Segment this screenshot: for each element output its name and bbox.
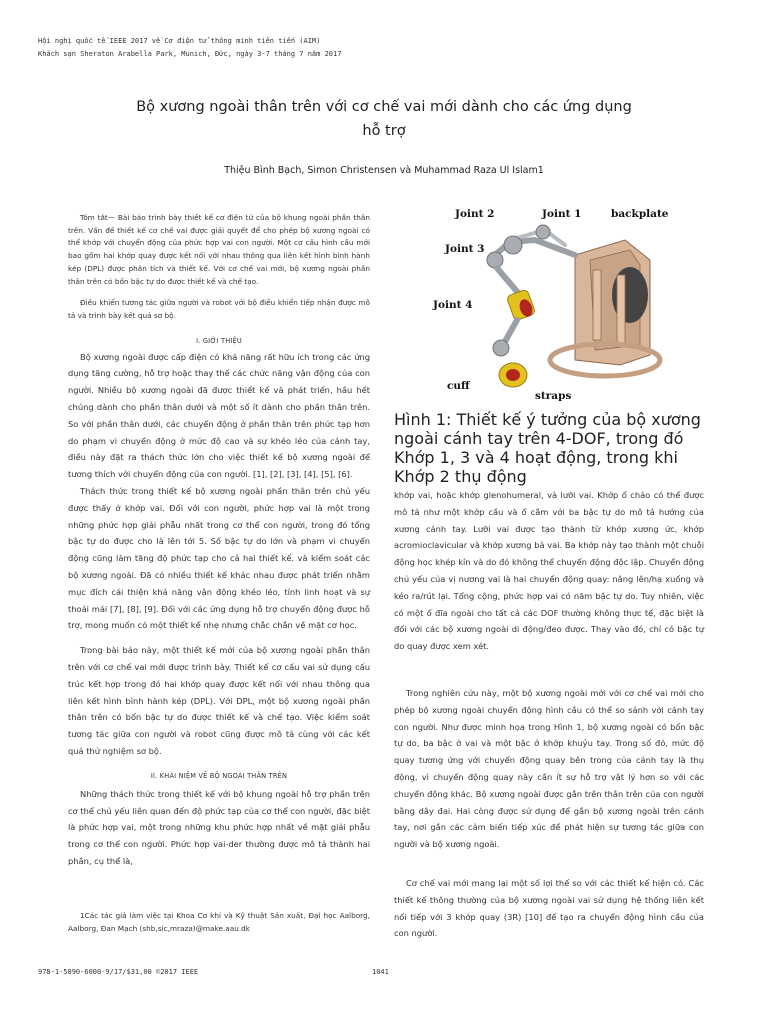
concept-paragraph-1: Những thách thức trong thiết kế với bộ khung ngoài hỗ trợ phần trên cơ thể chủ yếu liên quan đến độ phức tạp của cơ thể con người, đặc biệt là phức hợp vai, một trong những khu phức hợp nhất về mặt giải phẫu trong cơ thể con người. Phức hợp vai-der thường được mô tả thành hai phần, cụ thể là, bbox=[68, 788, 370, 866]
exoskeleton-figure bbox=[425, 200, 675, 403]
section-heading-introduction: I. GIỚI THIỆU bbox=[196, 336, 242, 345]
paper-title-line1: Bộ xương ngoài thân trên với cơ chế vai mới dành cho các ứng dụng bbox=[136, 99, 632, 115]
footer-isbn: 978-1-5090-6000-9/17/$31,00 ©2017 IEEE bbox=[38, 968, 199, 976]
label-joint-4: Joint 4 bbox=[433, 299, 473, 311]
label-joint-2: Joint 2 bbox=[455, 208, 495, 220]
conference-header-line1: Hội nghị quốc tế IEEE 2017 về Cơ điện tử thông minh tiên tiến (AIM) bbox=[38, 37, 321, 45]
paper-authors: Thiệu Bình Bạch, Simon Christensen và Muhammad Raza Ul Islam1 bbox=[224, 165, 544, 176]
label-joint-1: Joint 1 bbox=[542, 208, 582, 220]
conference-header-line2: Khách sạn Sheraton Arabella Park, Munich, Đức, ngày 3-7 tháng 7 năm 2017 bbox=[38, 50, 342, 58]
right-paragraph-1: khớp vai, hoặc khớp glenohumeral, và lưỡi vai. Khớp ổ chảo có thể được mô tả như một khớp cầu và ổ cắm với ba bậc tự do mô tả hướng của xương cánh tay. Lưỡi vai được tạo thành từ khớp xương ức, khớp acromioclavicular và khớp xương bả vai. Ba khớp này tạo thành một chuỗi động học khép kín và do đó không thể chuyển động độc lập. Chuyển động chủ yếu của vị nương vai là hai chuyển động quay: nâng lên/hạ xuống và kéo ra/rút lại. Tổng cộng, phức hợp vai có năm bậc tự do. Tuy nhiên, việc có một ổ đĩa ngoài cho tất cả các DOF thường không thực tế, đặc biệt là đối với các bộ xương ngoài di động/đeo được. Thay vào đó, chỉ có bậc tự do quay được xem xét. bbox=[394, 490, 704, 652]
left-column bbox=[68, 212, 370, 870]
intro-paragraph-2: Thách thức trong thiết kế bộ xương ngoài phần thân trên chủ yếu được thấy ở khớp vai. Đối với con người, phức hợp vai là một trong những phức hợp giải phẫu nhất trong cơ thể con người, trong đó tổng bậc tự do được cho là lên tới 5. Số bậc tự do lớn và phạm vi chuyển động cũng làm tăng độ phức tạp cho cả hai thiết kế. và kiểm soát các bộ xương ngoài. Đã có nhiều thiết kế khác nhau được phát triển nhằm mục đích cải thiện khả năng vận động khéo léo, tính linh hoạt và sự thoải mái [7], [8], [9]. Đối với các ứng dụng hỗ trợ chuyển động được hỗ trợ, mong muốn có một thiết kế nhẹ nhưng chắc chắn về mặt cơ học. bbox=[68, 486, 370, 631]
label-straps: straps bbox=[535, 390, 572, 402]
footnote: 1Các tác giả làm việc tại Khoa Cơ khí và Kỹ thuật Sản xuất, Đại học Aalborg, Aalborg, Đan Mạch (shb,sic,mraza)@make.aau.dk bbox=[68, 911, 370, 933]
right-paragraph-2: Trong nghiên cứu này, một bộ xương ngoài mới với cơ chế vai mới cho phép bộ xương ngoài chuyển động hình cầu có thể so sánh với cánh tay con người. Như được minh họa trong Hình 1, bộ xương ngoài có bốn bậc tự do, ba bậc ở vai và một bậc ở khớp khuỷu tay. Trong số đó, mức độ quay tương ứng với chuyển động quay bên trong của cánh tay là thụ động, vì chuyển động quay này cần ít sự hỗ trợ vật lý hơn so với các chuyển động khác. Bộ xương ngoài được gắn trên thân trên của con người bằng dây đai. Hai còng được sử dụng để gắn bộ xương ngoài trên cánh tay, nơi gắn các cảm biến tiếp xúc để phát hiện sự tương tác giữa con người và bộ xương ngoài. bbox=[394, 687, 704, 850]
page-number: 1041 bbox=[372, 968, 389, 976]
label-joint-3: Joint 3 bbox=[445, 243, 485, 255]
paper-title bbox=[60, 95, 708, 143]
abstract-continuation: Điều khiển tương tác giữa người và robot với bộ điều khiển tiếp nhận được mô tả và trình bày kết quả sơ bộ. bbox=[68, 298, 370, 320]
exoskeleton-illustration bbox=[425, 200, 675, 403]
intro-paragraph-3: Trong bài báo này, một thiết kế mới của bộ xương ngoài phần thân trên với cơ chế vai mới được trình bày. Thiết kế cơ cấu vai sử dụng cấu trúc kết hợp trong đó hai khớp quay được kết nối với nhau thông qua liên kết hình bình hành kép (DPL). Với DPL, một bộ xương ngoài phần thân trên có bốn bậc tự do được thiết kế và chế tạo. Việc kiểm soát tương tác giữa con người và robot cũng được mô tả cùng với các kết quả thử nghiệm sơ bộ. bbox=[68, 645, 370, 756]
paper-title-line2: hỗ trợ bbox=[362, 123, 406, 139]
abstract: Tóm tắt— Bài báo trình bày thiết kế cơ điện tử của bộ khung ngoài phần thân trên. Vấn đề thiết kế cơ chế vai được giải quyết để cho phép bộ xương ngoài có thể khớp với chuyển động của phức hợp vai con người. Một cơ cấu hình cầu mới bao gồm hai khớp quay được kết nối với nhau thông qua liên kết hình bình hành kép (DPL) được phân tích và thiết kế. Với cơ chế vai mới, bộ xương ngoài phần thân trên có bốn bậc tự do được thiết kế và chế tạo. bbox=[68, 213, 370, 286]
label-cuff: cuff bbox=[447, 380, 470, 392]
figure-caption: Hình 1: Thiết kế ý tưởng của bộ xương ngoài cánh tay trên 4-DOF, trong đó Khớp 1, 3 và 4 hoạt động, trong khi Khớp 2 thụ động bbox=[394, 410, 701, 486]
section-heading-concept: II. KHÁI NIỆM VỀ BỘ NGOÀI THÂN TRÊN bbox=[150, 771, 288, 780]
label-backplate: backplate bbox=[611, 208, 669, 220]
intro-paragraph-1: Bộ xương ngoài được cấp điện có khả năng rất hữu ích trong các ứng dụng tăng cường, hỗ trợ hoặc thay thế các chức năng vận động của con người. Nhiều bộ xương ngoài đã được thiết kế và phát triển, hầu hết chúng dành cho phần thân dưới và một số ít dành cho phần thân trên. So với phần thân dưới, các chuyển động ở phần thân trên phức tạp hơn do phạm vi chuyển động ở mức độ cao và sự khéo léo của cánh tay, điều này đặt ra thách thức lớn cho việc thiết kế bộ xương ngoài để tương thích với chuyển động của con người. [1], [2], [3], [4], [5], [6]. bbox=[68, 351, 370, 480]
footnote-block bbox=[68, 910, 370, 935]
right-paragraph-3: Cơ chế vai mới mang lại một số lợi thế so với các thiết kế hiện có. Các thiết kế thông thường của bộ xương ngoài vai sử dụng hệ thống liên kết nối tiếp với 3 khớp quay (3R) [10] để tạo ra chuyển động hình cầu của con người. bbox=[394, 877, 704, 939]
right-column bbox=[394, 487, 704, 942]
